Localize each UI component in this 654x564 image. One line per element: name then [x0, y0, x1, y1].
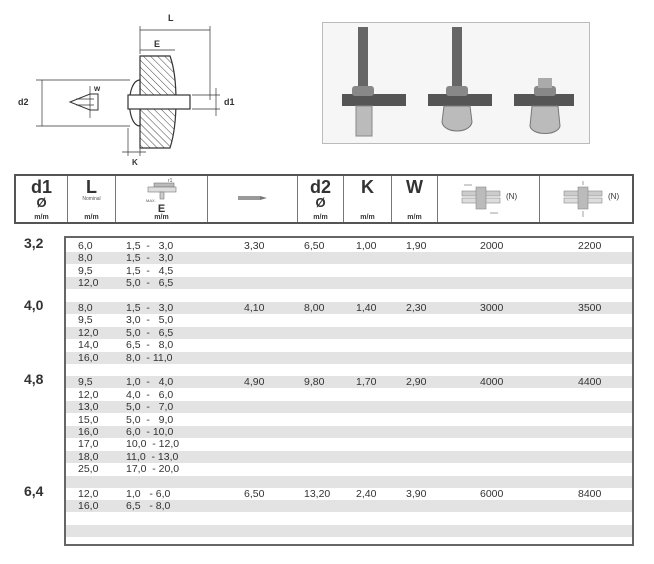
cell-E: 10,0 - 12,0 [126, 438, 180, 451]
header-shear-unit: (N) [506, 192, 518, 201]
header-L-label: L [86, 177, 97, 197]
cell-L: 17,0 [78, 438, 99, 451]
cell-d2: 9,80 [304, 376, 325, 389]
cell-W: 2,30 [406, 302, 427, 314]
table-row [66, 414, 632, 426]
cell-E: 1,0 - 4,0 [126, 376, 174, 389]
cell-L: 12,0 [78, 277, 99, 290]
cell-L: 14,0 [78, 339, 99, 352]
table-row [66, 463, 632, 475]
cell-L: 13,0 [78, 401, 99, 414]
header-E-unit: m/m [154, 214, 169, 221]
cell-E: 8,0 - 11,0 [126, 351, 173, 364]
cell-L: 9,5 [78, 314, 93, 327]
cell-L: 16,0 [78, 351, 99, 364]
cell-E: 3,0 - 5,0 [126, 314, 174, 327]
cell-W: 2,90 [406, 376, 427, 389]
header-d1-symbol: Ø [36, 195, 47, 210]
cell-shear: 2000 [480, 240, 504, 252]
table-row [66, 451, 632, 463]
table-row [66, 339, 632, 351]
shear-force-icon [458, 179, 504, 219]
group-d1-label: 4,8 [24, 371, 44, 388]
header-L-sub: Nominal [82, 196, 101, 202]
cell-L: 8,0 [78, 252, 93, 265]
cell-K: 2,40 [356, 488, 377, 500]
table-row [66, 327, 632, 339]
cell-K: 1,40 [356, 302, 377, 314]
cell-E: 4,0 - 6,0 [126, 388, 174, 401]
cell-E: 1,5 - 3,0 [126, 302, 174, 314]
header-E-small: MAX. [145, 198, 156, 203]
header-d1-unit: m/m [34, 214, 49, 221]
cell-d2: 13,20 [304, 488, 331, 500]
table-row [66, 500, 632, 512]
cell-E: 1,5 - 4,5 [126, 264, 174, 277]
spacer-row [66, 364, 632, 376]
cell-tensile: 3500 [578, 302, 602, 314]
header-tensile-strength [540, 176, 632, 222]
cell-E: 5,0 - 6,5 [126, 326, 174, 339]
cell-L: 12,0 [78, 488, 99, 500]
cell-L: 9,5 [78, 264, 93, 277]
cell-shear: 6000 [480, 488, 504, 500]
group-d1-label: 4,0 [24, 297, 44, 313]
cell-L: 15,0 [78, 413, 99, 426]
cell-E: 11,0 - 13,0 [126, 450, 179, 463]
header-E [116, 176, 208, 222]
cell-W: 1,90 [406, 240, 427, 252]
cell-E: 1,5 - 3,0 [126, 252, 174, 265]
table-row [66, 426, 632, 438]
cell-shear: 3000 [480, 302, 504, 314]
cell-L: 18,0 [78, 450, 99, 463]
header-K [344, 176, 392, 222]
cell-shear: 4000 [480, 376, 504, 389]
cell-W: 3,90 [406, 488, 427, 500]
cell-L: 25,0 [78, 463, 99, 476]
label-w: w [94, 84, 101, 93]
table-row [66, 277, 632, 289]
tensile-force-icon [560, 179, 606, 219]
cell-E: 17,0 - 20,0 [126, 463, 180, 476]
table-row [66, 376, 632, 388]
cell-E: 5,0 - 7,0 [126, 401, 174, 414]
table-row [66, 265, 632, 277]
table-row [66, 314, 632, 326]
header-d2 [298, 176, 344, 222]
header-W [392, 176, 438, 222]
header-L [68, 176, 116, 222]
spacer-row [66, 476, 632, 488]
cell-L: 8,0 [78, 302, 93, 314]
empty-row [66, 513, 632, 525]
table-row [66, 240, 632, 252]
cell-col1: 6,50 [244, 488, 265, 500]
cell-tensile: 4400 [578, 376, 602, 389]
cell-E: 6,5 - 8,0 [126, 500, 171, 513]
cell-E: 1,0 - 6,0 [126, 488, 171, 500]
rivet-cross-section-diagram [10, 8, 250, 168]
grip-range-icon [142, 177, 182, 203]
empty-row [66, 525, 632, 537]
header-K-label: K [361, 177, 374, 197]
rivet-data-table [64, 236, 634, 546]
header-W-unit: m/m [407, 214, 422, 221]
svg-text:r1: r1 [167, 178, 172, 184]
label-d2: d2 [18, 97, 29, 107]
cell-d2: 8,00 [304, 302, 325, 314]
label-d1: d1 [224, 97, 235, 107]
cell-tensile: 8400 [578, 488, 602, 500]
header-d2-label: d2 [309, 177, 331, 197]
cell-L: 12,0 [78, 388, 99, 401]
cell-L: 6,0 [78, 240, 93, 252]
header-W-label: W [406, 177, 423, 197]
cell-E: 6,5 - 8,0 [126, 339, 174, 352]
header-d1-label: d1 [30, 177, 52, 197]
cell-col1: 4,90 [244, 376, 265, 389]
header-hole-diameter [208, 176, 298, 222]
header-d2-unit: m/m [313, 214, 328, 221]
cell-col1: 4,10 [244, 302, 265, 314]
header-L-unit: m/m [84, 214, 99, 221]
header-shear-strength [438, 176, 540, 222]
header-d2-symbol: Ø [315, 195, 326, 210]
cell-tensile: 2200 [578, 240, 602, 252]
rivet-setting-sequence-illustration [322, 22, 590, 144]
mandrel [128, 95, 190, 109]
cell-L: 12,0 [78, 326, 99, 339]
table-row [66, 488, 632, 500]
table-row [66, 352, 632, 364]
group-d1-label: 3,2 [24, 235, 44, 251]
spacer-row [66, 290, 632, 302]
table-row [66, 302, 632, 314]
cell-E: 5,0 - 9,0 [126, 413, 174, 426]
cell-L: 16,0 [78, 500, 99, 513]
cell-K: 1,70 [356, 376, 377, 389]
header-K-unit: m/m [360, 214, 375, 221]
cell-E: 5,0 - 6,5 [126, 277, 174, 290]
cell-L: 9,5 [78, 376, 93, 389]
cell-E: 1,5 - 3,0 [126, 240, 174, 252]
cell-col1: 3,30 [244, 240, 265, 252]
header-E-label: E [157, 203, 166, 215]
mandrel-tip [70, 94, 98, 110]
table-row [66, 401, 632, 413]
label-E: E [154, 39, 161, 49]
table-row [66, 389, 632, 401]
table-row [66, 252, 632, 264]
cell-K: 1,00 [356, 240, 377, 252]
drill-bit-icon [238, 193, 268, 203]
label-K: K [132, 158, 138, 167]
cell-E: 6,0 - 10,0 [126, 426, 174, 438]
group-d1-label: 6,4 [24, 483, 44, 499]
cell-d2: 6,50 [304, 240, 325, 252]
table-header [14, 174, 634, 224]
label-L: L [168, 13, 174, 23]
cell-L: 16,0 [78, 426, 99, 438]
header-d1 [16, 176, 68, 222]
header-tensile-unit: (N) [608, 192, 620, 201]
table-row [66, 438, 632, 450]
